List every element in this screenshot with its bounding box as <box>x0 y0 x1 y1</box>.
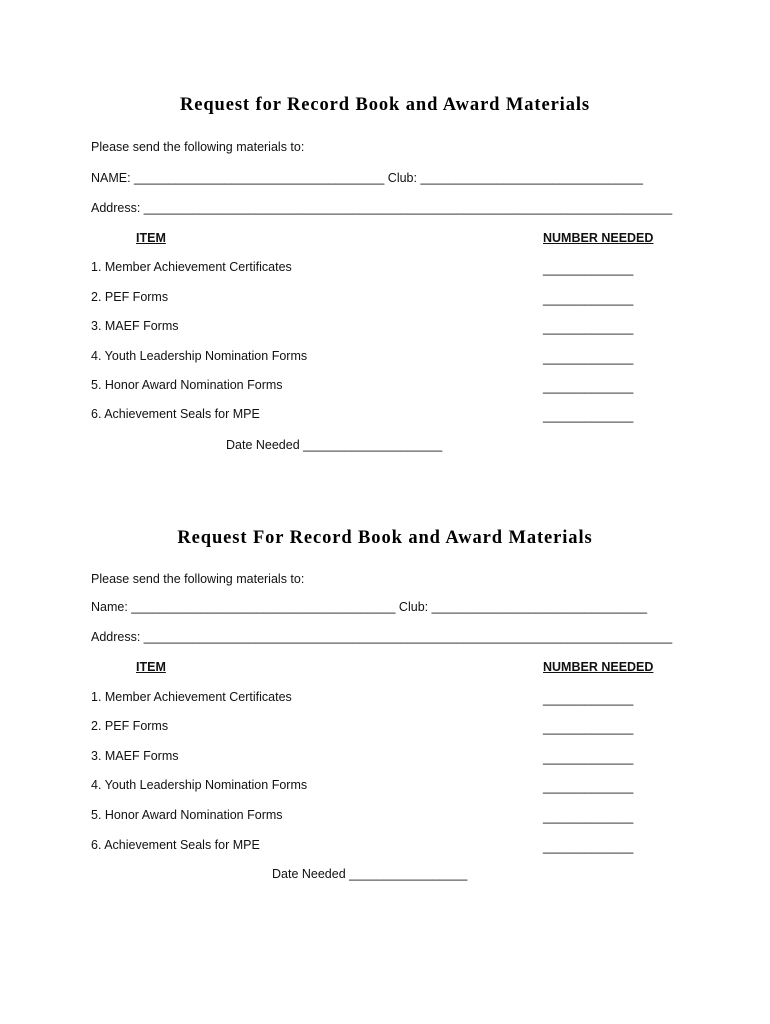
form2-item-quantity-field[interactable]: _____________ <box>543 810 634 824</box>
form2-item-header: ITEM <box>136 660 166 674</box>
form1-date-needed-field[interactable]: Date Needed ____________________ <box>226 438 443 452</box>
form1-number-header: NUMBER NEEDED <box>543 231 654 245</box>
form1-item-label: 5. Honor Award Nomination Forms <box>91 378 283 392</box>
form2-item-label: 4. Youth Leadership Nomination Forms <box>91 778 308 792</box>
form1-item-label: 4. Youth Leadership Nomination Forms <box>91 349 308 363</box>
form2-address-field[interactable]: Address: ____________________________________________________________________________ <box>91 630 673 644</box>
form1-title: Request for Record Book and Award Materials <box>179 95 591 115</box>
form1-item-label: 1. Member Achievement Certificates <box>91 260 292 274</box>
form1-item-quantity-field[interactable]: _____________ <box>543 380 634 394</box>
form1-item-quantity-field[interactable]: _____________ <box>543 262 634 276</box>
form2-item-label: 1. Member Achievement Certificates <box>91 690 292 704</box>
form2-item-quantity-field[interactable]: _____________ <box>543 751 634 765</box>
form1-item-quantity-field[interactable]: _____________ <box>543 292 634 306</box>
form2-intro: Please send the following materials to: <box>91 572 305 586</box>
form2-item-quantity-field[interactable]: _____________ <box>543 721 634 735</box>
form2-item-quantity-field[interactable]: _____________ <box>543 840 634 854</box>
form1-item-header: ITEM <box>136 231 166 245</box>
form1-name-club-field[interactable]: NAME: ____________________________________ Club: ________________________________ <box>91 171 643 185</box>
form1-intro: Please send the following materials to: <box>91 140 305 154</box>
form2-title: Request For Record Book and Award Materials <box>177 528 593 548</box>
form1-item-label: 6. Achievement Seals for MPE <box>91 407 260 421</box>
form1-item-quantity-field[interactable]: _____________ <box>543 351 634 365</box>
form2-item-label: 3. MAEF Forms <box>91 749 179 763</box>
form2-date-needed-field[interactable]: Date Needed _________________ <box>272 867 468 881</box>
form1-item-label: 2. PEF Forms <box>91 290 169 304</box>
form2-item-quantity-field[interactable]: _____________ <box>543 780 634 794</box>
form2-item-label: 5. Honor Award Nomination Forms <box>91 808 283 822</box>
form1-item-label: 3. MAEF Forms <box>91 319 179 333</box>
form1-address-field[interactable]: Address: ____________________________________________________________________________ <box>91 201 673 215</box>
form2-item-label: 6. Achievement Seals for MPE <box>91 838 260 852</box>
form2-item-quantity-field[interactable]: _____________ <box>543 692 634 706</box>
form1-item-quantity-field[interactable]: _____________ <box>543 321 634 335</box>
form2-number-header: NUMBER NEEDED <box>543 660 654 674</box>
form1-item-quantity-field[interactable]: _____________ <box>543 409 634 423</box>
form2-item-label: 2. PEF Forms <box>91 719 169 733</box>
form2-name-club-field[interactable]: Name: ______________________________________ Club: _______________________________ <box>91 600 648 614</box>
